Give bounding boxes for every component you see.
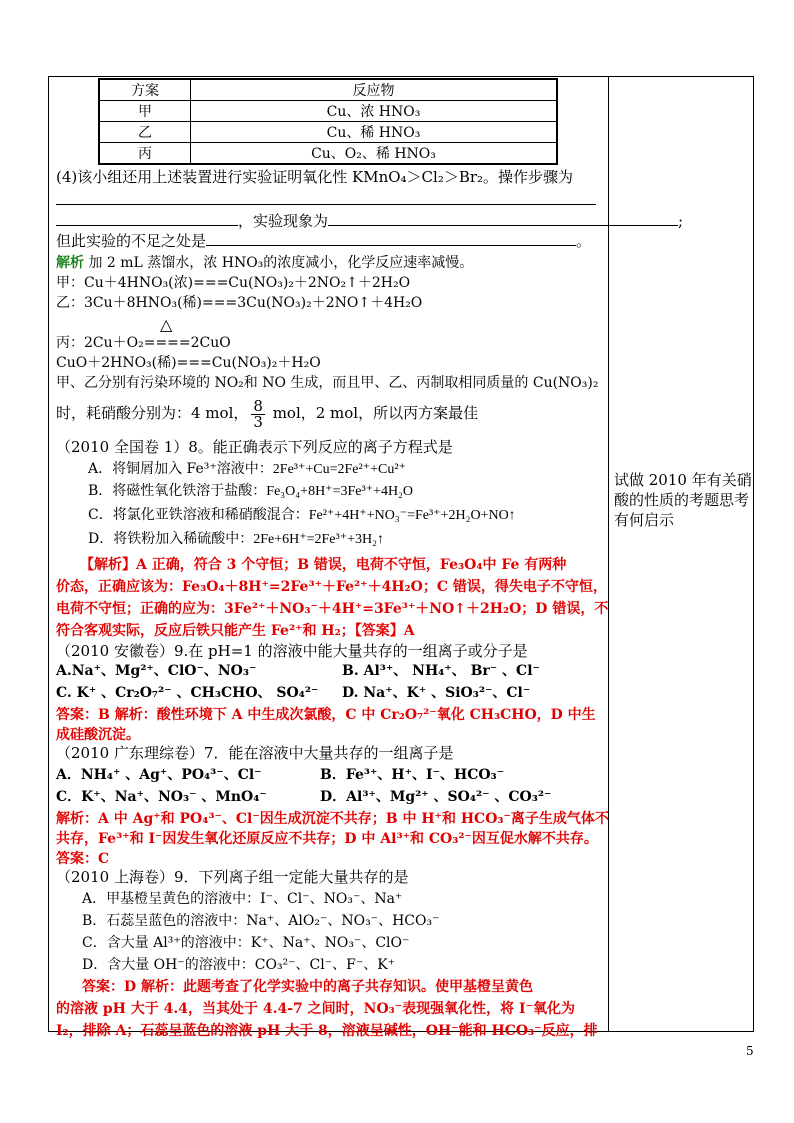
q9b-answer-line2: 的溶液 pH 大于 4.4，当其处于 4.4-7 之间时，NO₃⁻表现强氧化性，将 I⁻氧化为 bbox=[56, 1001, 575, 1017]
table-header: 方案 bbox=[99, 79, 191, 101]
q8-option-a-eq: 2Fe³⁺+Cu=2Fe²⁺+Cu²⁺ bbox=[272, 462, 406, 477]
q8-option-a bbox=[88, 460, 406, 479]
analysis-line3: 乙：3Cu＋8HNO₃(稀)===3Cu(NO₃)₂＋2NO↑＋4H₂O bbox=[56, 295, 423, 311]
q9a-option-ab bbox=[56, 662, 540, 680]
table-cell: 乙 bbox=[99, 122, 191, 143]
heat-triangle: △ bbox=[160, 315, 173, 334]
q7-option-a: A．NH₄⁺ 、Ag⁺、PO₄³⁻、Cl⁻ bbox=[56, 767, 262, 783]
q7-option-c: C．K⁺、Na⁺、NO₃⁻ 、MnO₄⁻ bbox=[56, 789, 267, 805]
q7-option-d: D．Al³⁺、Mg²⁺ 、SO₄²⁻ 、CO₃²⁻ bbox=[320, 789, 552, 805]
q8-option-b-eq: Fe₃O₄+8H⁺=3Fe³⁺+4H₂O bbox=[266, 484, 414, 499]
q8-option-c-text: C．将氯化亚铁溶液和稀硝酸混合： bbox=[88, 507, 309, 523]
q7-stem: （2010 广东理综卷）7．能在溶液中大量共存的一组离子是 bbox=[56, 744, 454, 762]
q7-option-ab bbox=[56, 766, 505, 784]
q7-answer-line2: 共存，Fe³⁺和 I⁻因发生氧化还原反应不共存；D 中 Al³⁺和 CO₃²⁻因互促水解不共存。 bbox=[56, 831, 598, 847]
q9b-stem: （2010 上海卷）9．下列离子组一定能大量共存的是 bbox=[56, 868, 409, 886]
q8-stem: （2010 全国卷 1）8。能正确表示下列反应的离子方程式是 bbox=[56, 438, 453, 456]
analysis-line2: 甲：Cu＋4HNO₃(浓)===Cu(NO₃)₂＋2NO₂↑＋2H₂O bbox=[56, 275, 411, 291]
q8-option-b-text: B．将磁性氧化铁溶于盐酸： bbox=[88, 483, 267, 499]
q8-answer-line4: 符合客观实际，反应后铁只能产生 Fe²⁺和 H₂；【答案】A bbox=[56, 623, 415, 639]
q9a-option-d: D. Na⁺、K⁺ 、SiO₃²⁻、Cl⁻ bbox=[342, 685, 531, 701]
blank-line bbox=[56, 196, 596, 205]
table-row bbox=[99, 101, 557, 122]
q9a-answer-line2: 成硅酸沉淀。 bbox=[56, 727, 140, 743]
q9b-option-d: D．含大量 OH⁻的溶液中：CO₃²⁻、Cl⁻、F⁻、K⁺ bbox=[82, 957, 396, 973]
table-cell: Cu、稀 HNO₃ bbox=[191, 122, 558, 143]
q8-option-a-text: A．将铜屑加入 Fe³⁺溶液中： bbox=[88, 461, 273, 477]
q8-answer-line3: 电荷不守恒；正确的应为：3Fe²⁺＋NO₃⁻＋4H⁺=3Fe³⁺＋NO↑＋2H₂O；D 错误，不 bbox=[56, 601, 609, 617]
analysis-line5: CuO＋2HNO₃(稀)===Cu(NO₃)₂＋H₂O bbox=[56, 355, 321, 371]
q4-line3 bbox=[56, 232, 591, 250]
blank bbox=[328, 225, 678, 226]
table-row bbox=[99, 143, 557, 165]
page-number: 5 bbox=[746, 1044, 754, 1058]
q9b-answer-line3: I₂，排除 A；石蕊呈蓝色的溶液 pH 大于 8，溶液呈碱性，OH⁻能和 HCO₃⁻反应，排 bbox=[56, 1023, 598, 1039]
q4-line3-label: 但此实验的不足之处是 bbox=[56, 232, 207, 250]
blank bbox=[206, 245, 576, 246]
q9a-option-b: B. Al³⁺、 NH₄⁺、 Br⁻ 、Cl⁻ bbox=[342, 663, 540, 679]
fraction-numerator: 8 bbox=[253, 396, 263, 415]
q8-option-c bbox=[88, 506, 516, 525]
blank bbox=[56, 225, 238, 226]
q8-answer-line2: 价态，正确应该为：Fe₃O₄＋8H⁺=2Fe³⁺＋Fe²⁺＋4H₂O；C 错误，得失电子不守恒， bbox=[56, 579, 607, 595]
q7-option-cd bbox=[56, 788, 552, 806]
q8-answer-line1: 【解析】A 正确，符合 3 个守恒；B 错误，电荷不守恒，Fe₃O₄中 Fe 有两种 bbox=[80, 557, 567, 573]
q4-line1: (4)该小组还用上述装置进行实验证明氧化性 KMnO₄＞Cl₂＞Br₂。操作步骤为 bbox=[56, 168, 574, 186]
q8-option-d-text: D．将铁粉加入稀硫酸中： bbox=[88, 531, 254, 547]
q4-line3-end: 。 bbox=[576, 232, 592, 250]
q9b-option-c: C．含大量 Al³⁺的溶液中：K⁺、Na⁺、NO₃⁻、ClO⁻ bbox=[82, 935, 410, 951]
q7-answer-line1: 解析：A 中 Ag⁺和 PO₄³⁻、Cl⁻因生成沉淀不共存；B 中 H⁺和 HCO₃⁻离子生成气体不 bbox=[56, 811, 609, 827]
side-note: 试做 2010 年有关硝酸的性质的考题思考有何启示 bbox=[614, 471, 752, 529]
q8-option-d bbox=[88, 530, 384, 549]
table-cell: Cu、浓 HNO₃ bbox=[191, 101, 558, 122]
q8-option-b bbox=[88, 482, 413, 501]
q8-option-d-eq: 2Fe+6H⁺=2Fe³⁺+3H₂↑ bbox=[253, 532, 384, 547]
q9a-stem: （2010 安徽卷）9.在 pH=1 的溶液中能大量共存的一组离子或分子是 bbox=[56, 642, 528, 660]
analysis-line7-b: mol，2 mol，所以丙方案最佳 bbox=[267, 404, 479, 422]
q9b-answer-line1: 答案：D 解析：此题考查了化学实验中的离子共存知识。使甲基橙呈黄色 bbox=[82, 979, 534, 995]
fraction-denominator: 3 bbox=[253, 412, 263, 431]
analysis-line7-a: 时，耗硝酸分别为：4 mol， bbox=[56, 404, 249, 422]
analysis-text: 加 2 mL 蒸馏水，浓 HNO₃的浓度减小，化学反应速率减慢。 bbox=[84, 255, 474, 271]
q9a-answer-line1: 答案：B 解析：酸性环境下 A 中生成次氯酸，C 中 Cr₂O₇²⁻氧化 CH₃CHO，D 中生 bbox=[56, 707, 596, 723]
q7-option-b: B．Fe³⁺、H⁺、I⁻、HCO₃⁻ bbox=[320, 767, 505, 783]
q9b-option-a: A．甲基橙呈黄色的溶液中：I⁻、Cl⁻、NO₃⁻、Na⁺ bbox=[82, 891, 403, 907]
analysis-line7 bbox=[56, 396, 478, 430]
q9b-option-b: B．石蕊呈蓝色的溶液中：Na⁺、AlO₂⁻、NO₃⁻、HCO₃⁻ bbox=[82, 913, 440, 929]
analysis-line4: 丙：2Cu＋O₂====2CuO bbox=[56, 335, 231, 351]
table-header: 反应物 bbox=[191, 79, 558, 101]
table-cell: Cu、O₂、稀 HNO₃ bbox=[191, 143, 558, 165]
q8-option-c-eq: Fe²⁺+4H⁺+NO₃⁻=Fe³⁺+2H₂O+NO↑ bbox=[308, 508, 516, 523]
table-header-row bbox=[99, 79, 557, 101]
q4-line2: ，实验现象为 ; bbox=[56, 212, 683, 230]
analysis-line6: 甲、乙分别有污染环境的 NO₂和 NO 生成，而且甲、乙、丙制取相同质量的 Cu(NO₃)₂ bbox=[56, 375, 599, 391]
table-cell: 丙 bbox=[99, 143, 191, 165]
fraction bbox=[251, 396, 265, 431]
q9a-option-cd bbox=[56, 684, 531, 702]
table-row bbox=[99, 122, 557, 143]
q9a-option-a: A.Na⁺、Mg²⁺、ClO⁻、NO₃⁻ bbox=[56, 663, 257, 679]
plan-table bbox=[98, 78, 558, 165]
q4-line2-label: ，实验现象为 bbox=[238, 212, 329, 230]
analysis-line1 bbox=[56, 254, 473, 272]
analysis-label: 解析 bbox=[56, 255, 84, 271]
q7-answer-line3: 答案：C bbox=[56, 851, 110, 867]
table-cell: 甲 bbox=[99, 101, 191, 122]
q9a-option-c: C. K⁺ 、Cr₂O₇²⁻ 、CH₃CHO、 SO₄²⁻ bbox=[56, 685, 319, 701]
